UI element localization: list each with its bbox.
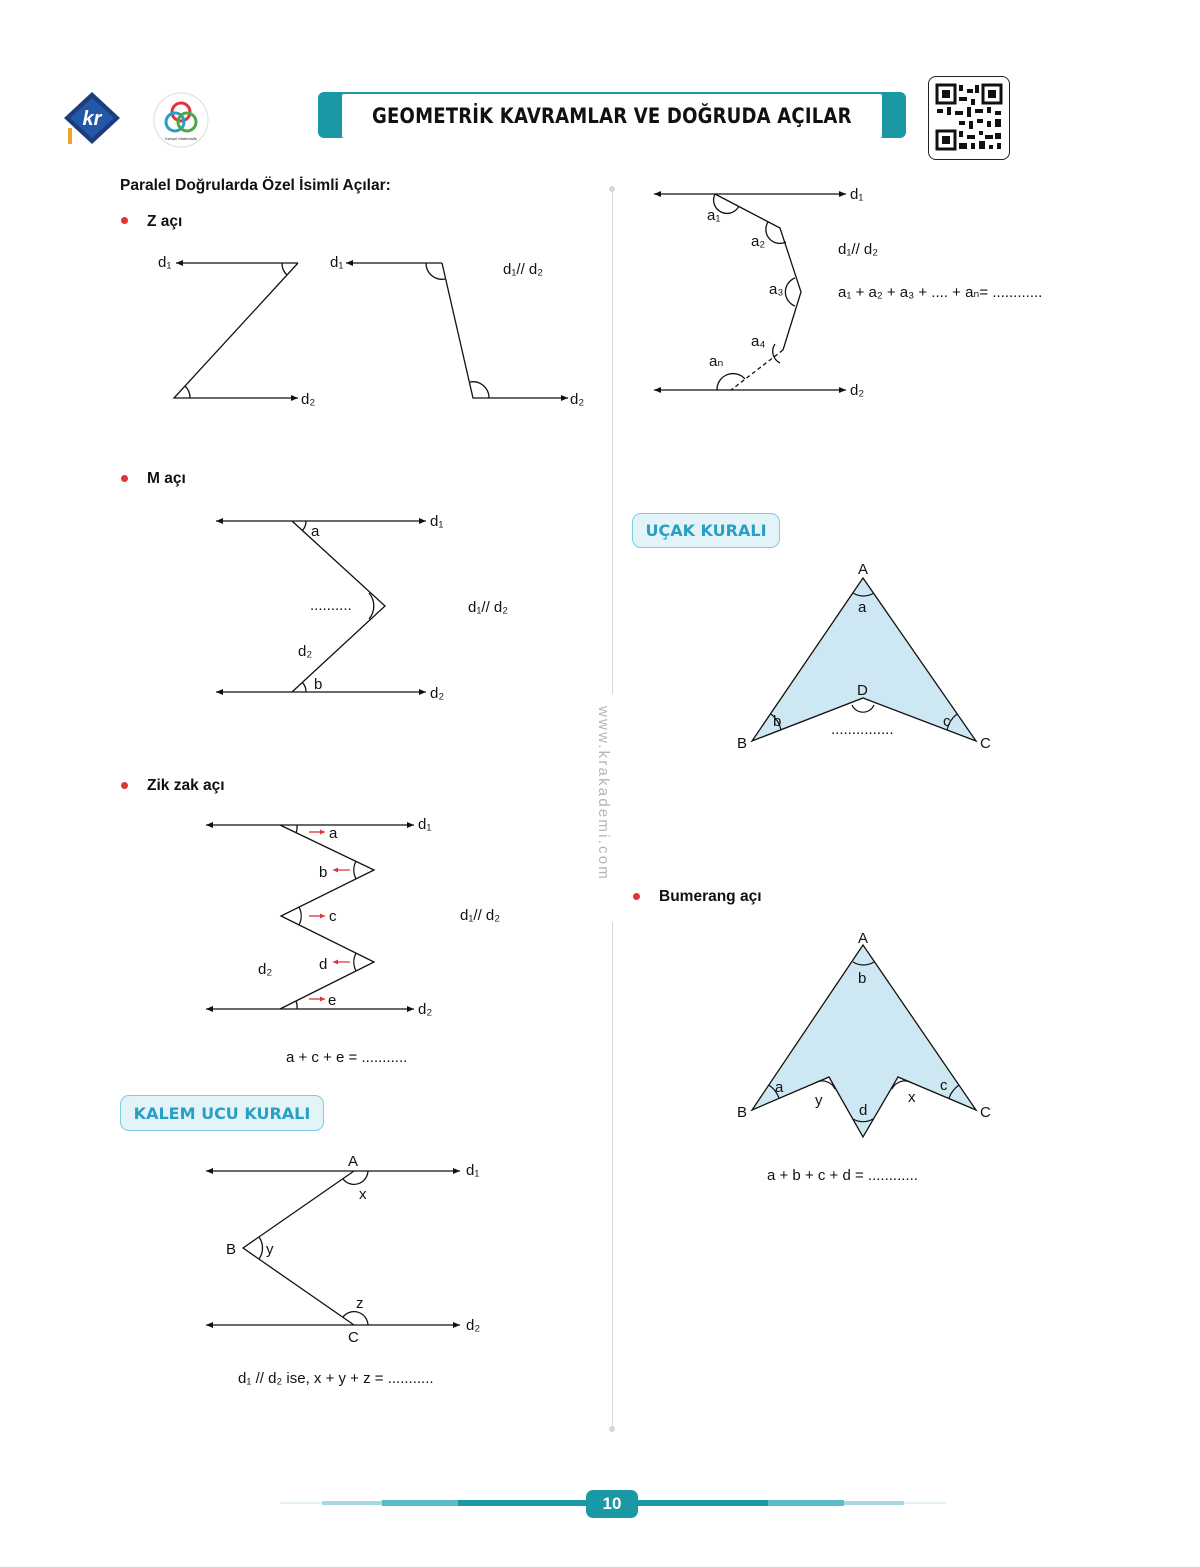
bum-angle-a: a xyxy=(775,1079,784,1096)
page-number: 10 xyxy=(586,1490,638,1518)
ma-d1: d₁ xyxy=(850,186,864,203)
logo2-text: Kavşel Matematik xyxy=(165,136,197,141)
zigzag-label: Zik zak açı xyxy=(147,777,225,794)
ku-point-b: B xyxy=(226,1241,237,1258)
bum-formula: a + b + c + d = ............ xyxy=(767,1167,918,1184)
logo-text: kr xyxy=(82,108,102,130)
bum-point-a: A xyxy=(858,930,869,947)
zz-angle-b: b xyxy=(319,864,328,881)
ucak-point-c: C xyxy=(980,735,991,752)
zz-angle-a: a xyxy=(329,825,338,842)
ma-a1: a₁ xyxy=(707,207,721,224)
bum-point-b: B xyxy=(737,1104,748,1121)
zz-d2-inline: d₂ xyxy=(258,961,273,978)
ku-angle-x: x xyxy=(359,1186,367,1203)
ku-angle-z: z xyxy=(356,1295,364,1312)
m-d2: d₂ xyxy=(430,685,445,702)
ucak-dots: ............... xyxy=(831,721,894,738)
zz-d1: d₁ xyxy=(418,816,432,833)
m-angle-a: a xyxy=(311,523,320,540)
z1-d2: d₂ xyxy=(301,391,316,408)
zigzag-diagram xyxy=(206,825,414,1009)
watermark: www.krakademi.com xyxy=(595,706,612,881)
ma-a3: a₃ xyxy=(769,281,784,298)
z-angle-diagram-2 xyxy=(346,263,568,398)
z2-d2: d₂ xyxy=(570,391,585,408)
ma-formula: a₁ + a₂ + a₃ + .... + aₙ= ............ xyxy=(838,284,1043,301)
zz-angle-c: c xyxy=(329,908,337,925)
ku-point-c: C xyxy=(348,1329,359,1346)
ku-d1: d₁ xyxy=(466,1162,480,1179)
bumerang-label: Bumerang açı xyxy=(659,888,762,905)
ucak-point-d: D xyxy=(857,682,868,699)
z2-d1: d₁ xyxy=(330,254,344,271)
bum-angle-x: x xyxy=(908,1089,916,1106)
ku-d2: d₂ xyxy=(466,1317,481,1334)
ucak-point-a: A xyxy=(858,561,869,578)
page-title: GEOMETRİK KAVRAMLAR VE DOĞRUDA AÇILAR xyxy=(342,94,882,138)
m-d2-inline: d₂ xyxy=(298,643,313,660)
ma-an: aₙ xyxy=(709,353,724,370)
ku-angle-y: y xyxy=(266,1241,274,1258)
m-parallel: d₁// d₂ xyxy=(468,599,509,616)
bum-point-c: C xyxy=(980,1104,991,1121)
kalem-ucu-diagram xyxy=(206,1171,460,1325)
bum-angle-c: c xyxy=(940,1077,948,1094)
zz-angle-d: d xyxy=(319,956,328,973)
ma-a2: a₂ xyxy=(751,233,766,250)
bum-angle-d: d xyxy=(859,1102,868,1119)
kalem-ucu-pill: KALEM UCU KURALI xyxy=(120,1095,324,1131)
zz-d2: d₂ xyxy=(418,1001,433,1018)
m-angle-label: M açı xyxy=(147,470,186,487)
ku-formula: d₁ // d₂ ise, x + y + z = ........... xyxy=(238,1370,434,1387)
m-d1: d₁ xyxy=(430,513,444,530)
ku-point-a: A xyxy=(348,1153,359,1170)
zz-formula: a + c + e = ........... xyxy=(286,1049,408,1066)
z-angle-diagram-1 xyxy=(174,263,298,398)
bum-angle-b: b xyxy=(858,970,867,987)
m-angle-b: b xyxy=(314,676,323,693)
ucak-angle-a: a xyxy=(858,599,867,616)
ma-parallel: d₁// d₂ xyxy=(838,241,879,258)
zz-angle-e: e xyxy=(328,992,337,1009)
z1-d1: d₁ xyxy=(158,254,172,271)
ucak-angle-b: b xyxy=(773,713,782,730)
ucak-angle-c: c xyxy=(943,713,951,730)
ma-d2: d₂ xyxy=(850,382,865,399)
zz-parallel: d₁// d₂ xyxy=(460,907,501,924)
m-dots: .......... xyxy=(310,597,352,614)
ucak-pill: UÇAK KURALI xyxy=(632,513,780,548)
z-parallel: d₁// d₂ xyxy=(503,261,544,278)
multi-angle-diagram xyxy=(654,194,846,390)
z-angle-label: Z açı xyxy=(147,213,183,230)
section-title: Paralel Doğrularda Özel İsimli Açılar: xyxy=(120,177,391,194)
bum-angle-y: y xyxy=(815,1092,823,1109)
ucak-point-b: B xyxy=(737,735,748,752)
ma-a4: a₄ xyxy=(751,333,766,350)
